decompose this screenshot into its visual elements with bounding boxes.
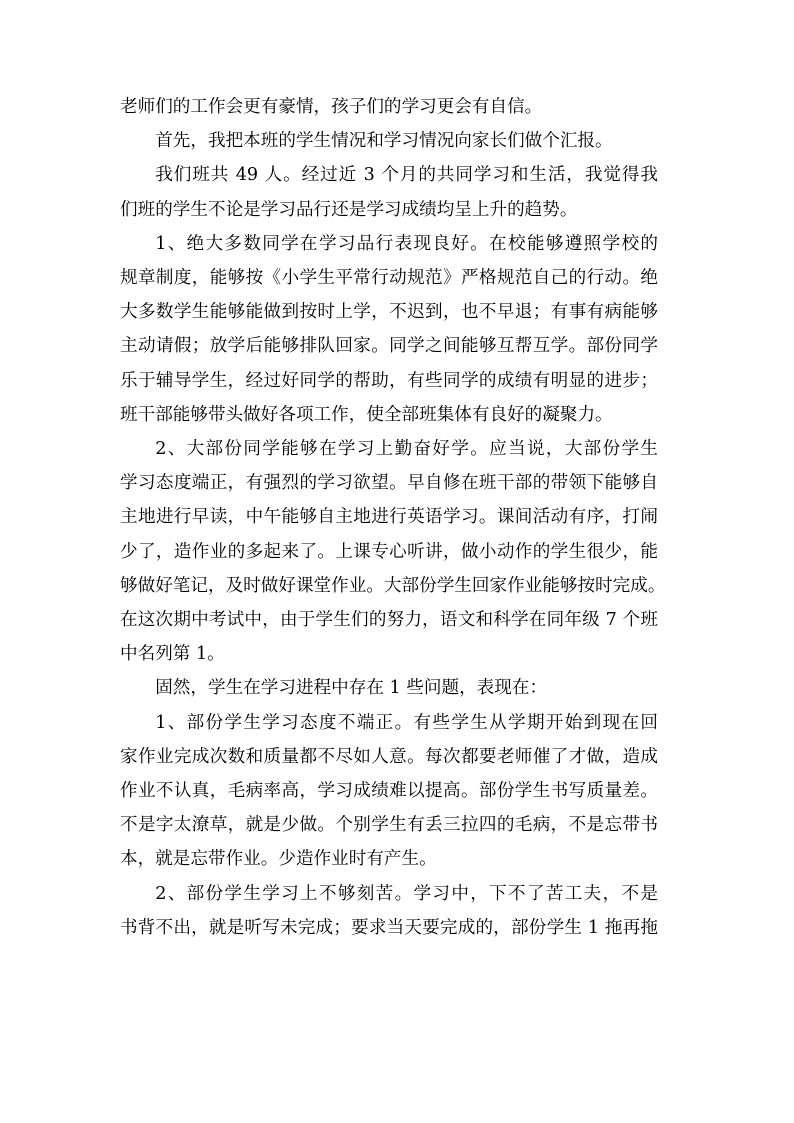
document-page bbox=[120, 90, 666, 945]
text-line-22: 不是字太潦草，就是少做。个别学生有丢三拉四的毛病，不是忘带书 bbox=[120, 815, 658, 836]
text-line-2: 首先，我把本班的学生情况和学习情况向家长们做个汇报。 bbox=[155, 131, 613, 152]
text-line-3: 我们班共 49 人。经过近 3 个月的共同学习和生活，我觉得我 bbox=[155, 165, 658, 186]
text-line-14: 少了，造作业的多起来了。上课专心听讲，做小动作的学生很少，能 bbox=[120, 541, 658, 562]
text-line-17: 中名列第 1。 bbox=[120, 644, 225, 665]
text-line-15: 够做好笔记，及时做好课堂作业。大部份学生回家作业能够按时完成。 bbox=[120, 575, 666, 596]
text-line-4: 们班的学生不论是学习品行还是学习成绩均呈上升的趋势。 bbox=[120, 199, 578, 220]
text-line-25: 书背不出，就是听写未完成；要求当天要完成的，部份学生 1 拖再拖 bbox=[120, 917, 658, 938]
text-line-19: 1、部份学生学习态度不端正。有些学生从学期开始到现在回 bbox=[155, 712, 658, 733]
text-line-8: 主动请假；放学后能够排队回家。同学之间能够互帮互学。部份同学 bbox=[120, 336, 658, 357]
text-line-5: 1、绝大多数同学在学习品行表现良好。在校能够遵照学校的 bbox=[155, 233, 658, 254]
text-line-7: 大多数学生能够能做到按时上学，不迟到，也不早退；有事有病能够 bbox=[120, 302, 658, 323]
text-line-13: 主地进行早读，中午能够自主地进行英语学习。课间活动有序，打闹 bbox=[120, 507, 658, 528]
text-line-20: 家作业完成次数和质量都不尽如人意。每次都要老师催了才做，造成 bbox=[120, 746, 658, 767]
text-line-16: 在这次期中考试中，由于学生们的努力，语文和科学在同年级 7 个班 bbox=[120, 610, 658, 631]
text-line-24: 2、部份学生学习上不够刻苦。学习中，下不了苦工夫，不是 bbox=[155, 883, 658, 904]
text-line-18: 固然，学生在学习进程中存在 1 些问题，表现在： bbox=[155, 678, 548, 699]
text-line-23: 本，就是忘带作业。少造作业时有产生。 bbox=[120, 849, 437, 870]
text-line-1: 老师们的工作会更有豪情，孩子们的学习更会有自信。 bbox=[120, 97, 543, 117]
text-line-21: 作业不认真，毛病率高，学习成绩难以提高。部份学生书写质量差。 bbox=[120, 781, 658, 802]
text-line-11: 2、大部份同学能够在学习上勤奋好学。应当说，大部份学生 bbox=[155, 439, 658, 460]
text-line-6: 规章制度，能够按《小学生平常行动规范》严格规范自己的行动。绝 bbox=[120, 268, 658, 289]
text-line-12: 学习态度端正，有强烈的学习欲望。早自修在班干部的带领下能够自 bbox=[120, 473, 658, 494]
text-line-9: 乐于辅导学生，经过好同学的帮助，有些同学的成绩有明显的进步； bbox=[120, 370, 658, 391]
text-line-10: 班干部能够带头做好各项工作，使全部班集体有良好的凝聚力。 bbox=[120, 404, 613, 425]
